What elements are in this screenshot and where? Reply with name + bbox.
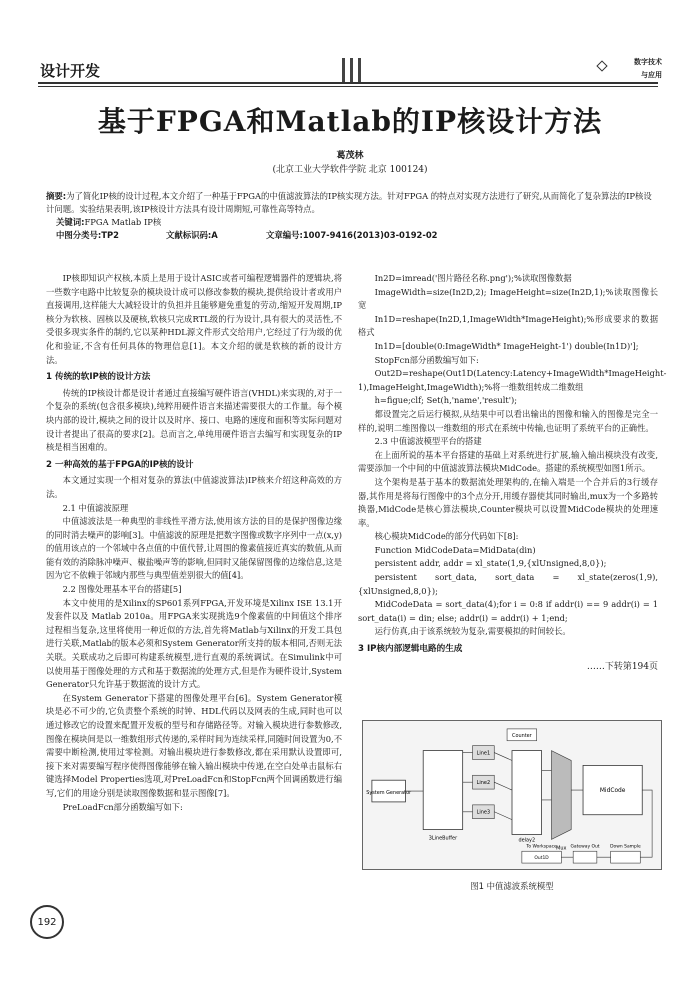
block-label: System Generator [366, 790, 412, 797]
section-label: 设计开发 [40, 62, 101, 80]
code-line: persistent sort_data, sort_data = xl_state(zeros(1,9),{xlUnsigned,8,0}); [358, 572, 658, 596]
paragraph: IP核即知识产权核,本质上是用于设计ASIC或者可编程逻辑器件的逻辑块,将一些数字电路中比较复杂的模块设计成可以修改参数的模块,提供给设计者或用户直接调用,这样能大大减轻设计的负担并且能够避免重复的劳动,缩短开发周期,IP核分为软核、固核以及硬核,软核只完成RTL级的行为设计,具有很大的灵活性,不受很多现实条件的制约,它以某种HDL源文件形式交给用户,它经过了行为级的优化和验证,不含有任何具体的物理信息[1]。本文介绍的就是软核的新的设计方法。 [46, 273, 342, 365]
brand-line1: 数字技术 [634, 58, 662, 66]
left-column [46, 272, 342, 814]
block-label: Mux [556, 845, 567, 852]
block-label: Gateway Out [570, 844, 600, 850]
paragraph: 传统的IP核设计都是设计者通过直接编写硬件语言(VHDL)来实现的,对于一个复杂的系统(包含很多模块),纯粹用硬件语言来描述需要很大的工作量。每个模块内部的设计,模块之间的设计以及时序、接口、电路的速度和面积等实际问题对设计者提出了很高的要求[2]。总而言之,单纯用硬件语言去编写和实现复杂的IP核是相当困难的。 [46, 387, 342, 453]
abstract-block [46, 190, 658, 242]
paragraph: PreLoadFcn部分函数编写如下: [62, 801, 183, 812]
page-number: 192 [37, 917, 57, 928]
code-line: ImageWidth=size(In2D,2); ImageHeight=size(In2D,1);%读取图像长宽 [358, 286, 658, 311]
paragraph: 都设置完之后运行模拟,从结果中可以看出输出的图像和输入的图像是完全一样的,说明二维图像以一维数组的形式在系统中传输,也证明了系统平台的正确性。 [358, 408, 658, 433]
block-label: Line2 [476, 780, 491, 787]
block-label: Line1 [476, 750, 491, 757]
figure-caption: 图1 中值滤波系统模型 [470, 881, 554, 891]
subsection-heading: 2.2 图像处理基本平台的搭建[5] [62, 584, 182, 595]
keywords-text: FPGA Matlab IP核 [84, 217, 162, 227]
code-line: In2D=imread('图片路径名称.png');%读取图像数据 [374, 273, 572, 283]
classification-row [56, 229, 658, 242]
article-value: 1007-9416(2013)03-0192-02 [302, 230, 438, 240]
header-rule-thin [38, 86, 658, 87]
code-line: MidCodeData = sort_data(4);for i = 0:8 if addr(i) == 9 addr(i) = 1 sort_data(i) = din; else; addr(i) = addr(i) + 1;end; [358, 599, 658, 623]
block-label: MidCode [599, 788, 626, 795]
paragraph: 中值滤波法是一种典型的非线性平滑方法,使用该方法的目的是保护图像边缘的同时消去噪声的影响[3]。中值滤波的原理是把数字图像或数字序列中一点(x,y)的值用该点的一个邻域中各点值的中值代替,让周围的像素值接近真实的数值,从而能有效的消除脉冲噪声、椒盐噪声等的影响,但同时又能保留图像的边缘信息,这是因为它不依赖于邻域内那些与典型值差别很大的值[4]。 [46, 516, 342, 581]
block-label: Line3 [476, 809, 491, 816]
paper-title: 基于FPGA和Matlab的IP核设计方法 [97, 105, 603, 138]
code-line: Function MidCodeData=MidData(din) [374, 544, 536, 555]
section-heading: 1 传统的软IP核的设计方法 [46, 372, 151, 383]
abstract-label: 摘要: [46, 191, 67, 201]
clc-label: 中图分类号: [56, 230, 102, 240]
brand-line2: 与应用 [641, 71, 662, 79]
doc-value: A [211, 230, 218, 240]
code-line: Out2D=reshape(Out1D(Latency:Latency+ImageWidth*ImageHeight-1),ImageHeight,ImageWidth);%将一维数组转成二维数组 [358, 368, 667, 392]
paragraph: 运行仿真,由于该系统较为复杂,需要模拟的时间较长。 [374, 626, 571, 637]
running-header [0, 0, 700, 92]
right-column [358, 272, 667, 674]
mux-block [551, 751, 571, 840]
section-heading: 2 一种高效的基于FPGA的IP核的设计 [46, 459, 194, 470]
header-divider-bar [350, 58, 353, 82]
paragraph: 这个架构是基于基本的数据流处理架构的,在输入端是一个合并后的3行缓存器,其作用是将每行图像中的3个点分开,用缓存器使其同时输出,mux为一个多路转换器,MidCode是核心算法模块,Counter模块可以设置MidCode模块的处理速率。 [358, 476, 658, 528]
subsection-heading: 2.1 中值滤波原理 [62, 502, 129, 513]
keywords [56, 216, 658, 229]
paragraph: 本文中使用的是Xilinx的SP601系列FPGA,开发环境是Xilinx ISE 13.1开发套件以及 Matlab 2010a。用FPGA来实现挑选9个像素值的中间值这个排序过程相当复杂,这里将使用一种近似的方法,首先将Matlab与Xilinx的开发工具包进行关联,Matlab的版本必须和System Generator所支持的版本相同,否则无法关联。关联成功之后即可构建系统模型,进行直观的系统调试。在Simulink中可以使用基于图像处理的方式和基于数据流的处理方式,但是作为硬件设计,System Generator只允许基于数据流的设计方式。 [46, 597, 342, 690]
section-heading: 3 IP核内部逻辑电路的生成 [358, 644, 463, 655]
code-line: h=figue;clf; Set(h,'name','result'); [374, 395, 518, 406]
block-label: Out1D [534, 856, 549, 862]
header-rule [38, 82, 658, 84]
block-label: delay2 [518, 837, 536, 844]
clc-value: TP2 [101, 230, 119, 240]
line-buffer-block [423, 751, 462, 830]
block-label: Counter [512, 732, 532, 739]
block-label: To Workspace [526, 844, 557, 850]
paragraph: 核心模块MidCode的部分代码如下[8]: [374, 531, 519, 542]
code-line: In1D=reshape(In2D,1,ImageWidth*ImageHeight);%形成要求的数据格式 [358, 313, 658, 338]
affiliation: (北京工业大学软件学院 北京 100124) [272, 165, 428, 175]
code-line: persistent addr, addr = xl_state(1,9,{xlUnsigned,8,0}); [374, 558, 607, 569]
code-line: In1D=[double(0:ImageWidth* ImageHeight-1') double(In1D)']; [374, 340, 639, 351]
keywords-label: 关键词: [56, 217, 85, 227]
author-name: 葛茂林 [336, 151, 364, 161]
paragraph: 本文通过实现一个相对复杂的算法(中值滤波算法)IP核来介绍这种高效的方法。 [46, 475, 342, 499]
delay-block [512, 751, 542, 835]
subsection-heading: 2.3 中值滤波模型平台的搭建 [374, 436, 482, 447]
system-model-figure [362, 720, 662, 870]
abstract [46, 190, 658, 216]
block-label: 3LineBuffer [428, 835, 458, 842]
paragraph: 在上面所说的基本平台搭建的基础上对系统进行扩展,输入输出模块没有改变,需要添加一个中间的中值滤波算法模块MidCode。搭建的系统模型如图1所示。 [358, 449, 658, 474]
down-sample-block [611, 851, 641, 863]
block-label: Down Sample [610, 844, 641, 850]
abstract-text: 为了简化IP核的设计过程,本文介绍了一种基于FPGA的中值滤波算法的IP核实现方法。针对FPGA 的特点对实现方法进行了研究,从而简化了复杂算法的IP核设计问题。实验结果表明,该IP核设计方法具有设计周期短,可靠性高等特点。 [46, 191, 652, 214]
header-divider-bar [358, 58, 361, 82]
doc-label: 文献标识码: [166, 230, 212, 240]
paragraph: 在System Generator下搭建的图像处理平台[6]。System Generator模块是必不可少的,它负责整个系统的时钟、HDL代码以及网表的生成,同时也可以通过修改它的设置来配置开发板的型号和存储路径等。对输入模块进行参数修改,图像在模块间是以一维数组形式传递的,采样时间为连续采样,同随时间设置为0,不需要中断检测,使用过零检测。对输出模块进行参数修改,都在采用默认设置即可,接下来对需要编写程序使得图像能够在输入输出模块中传递,在空白处单击鼠标右键选择Model Properties选项,对PreLoadFcn和StopFcn两个回调函数进行编写,它们的用途分别是读取图像数据和显示图像[7]。 [46, 692, 342, 798]
article-label: 文章编号: [266, 230, 303, 240]
paragraph: StopFcn部分函数编写如下: [374, 354, 479, 365]
header-divider-bar [342, 58, 345, 82]
continued-note: ……下转第194页 [586, 661, 658, 672]
gateway-out-block [573, 851, 597, 863]
